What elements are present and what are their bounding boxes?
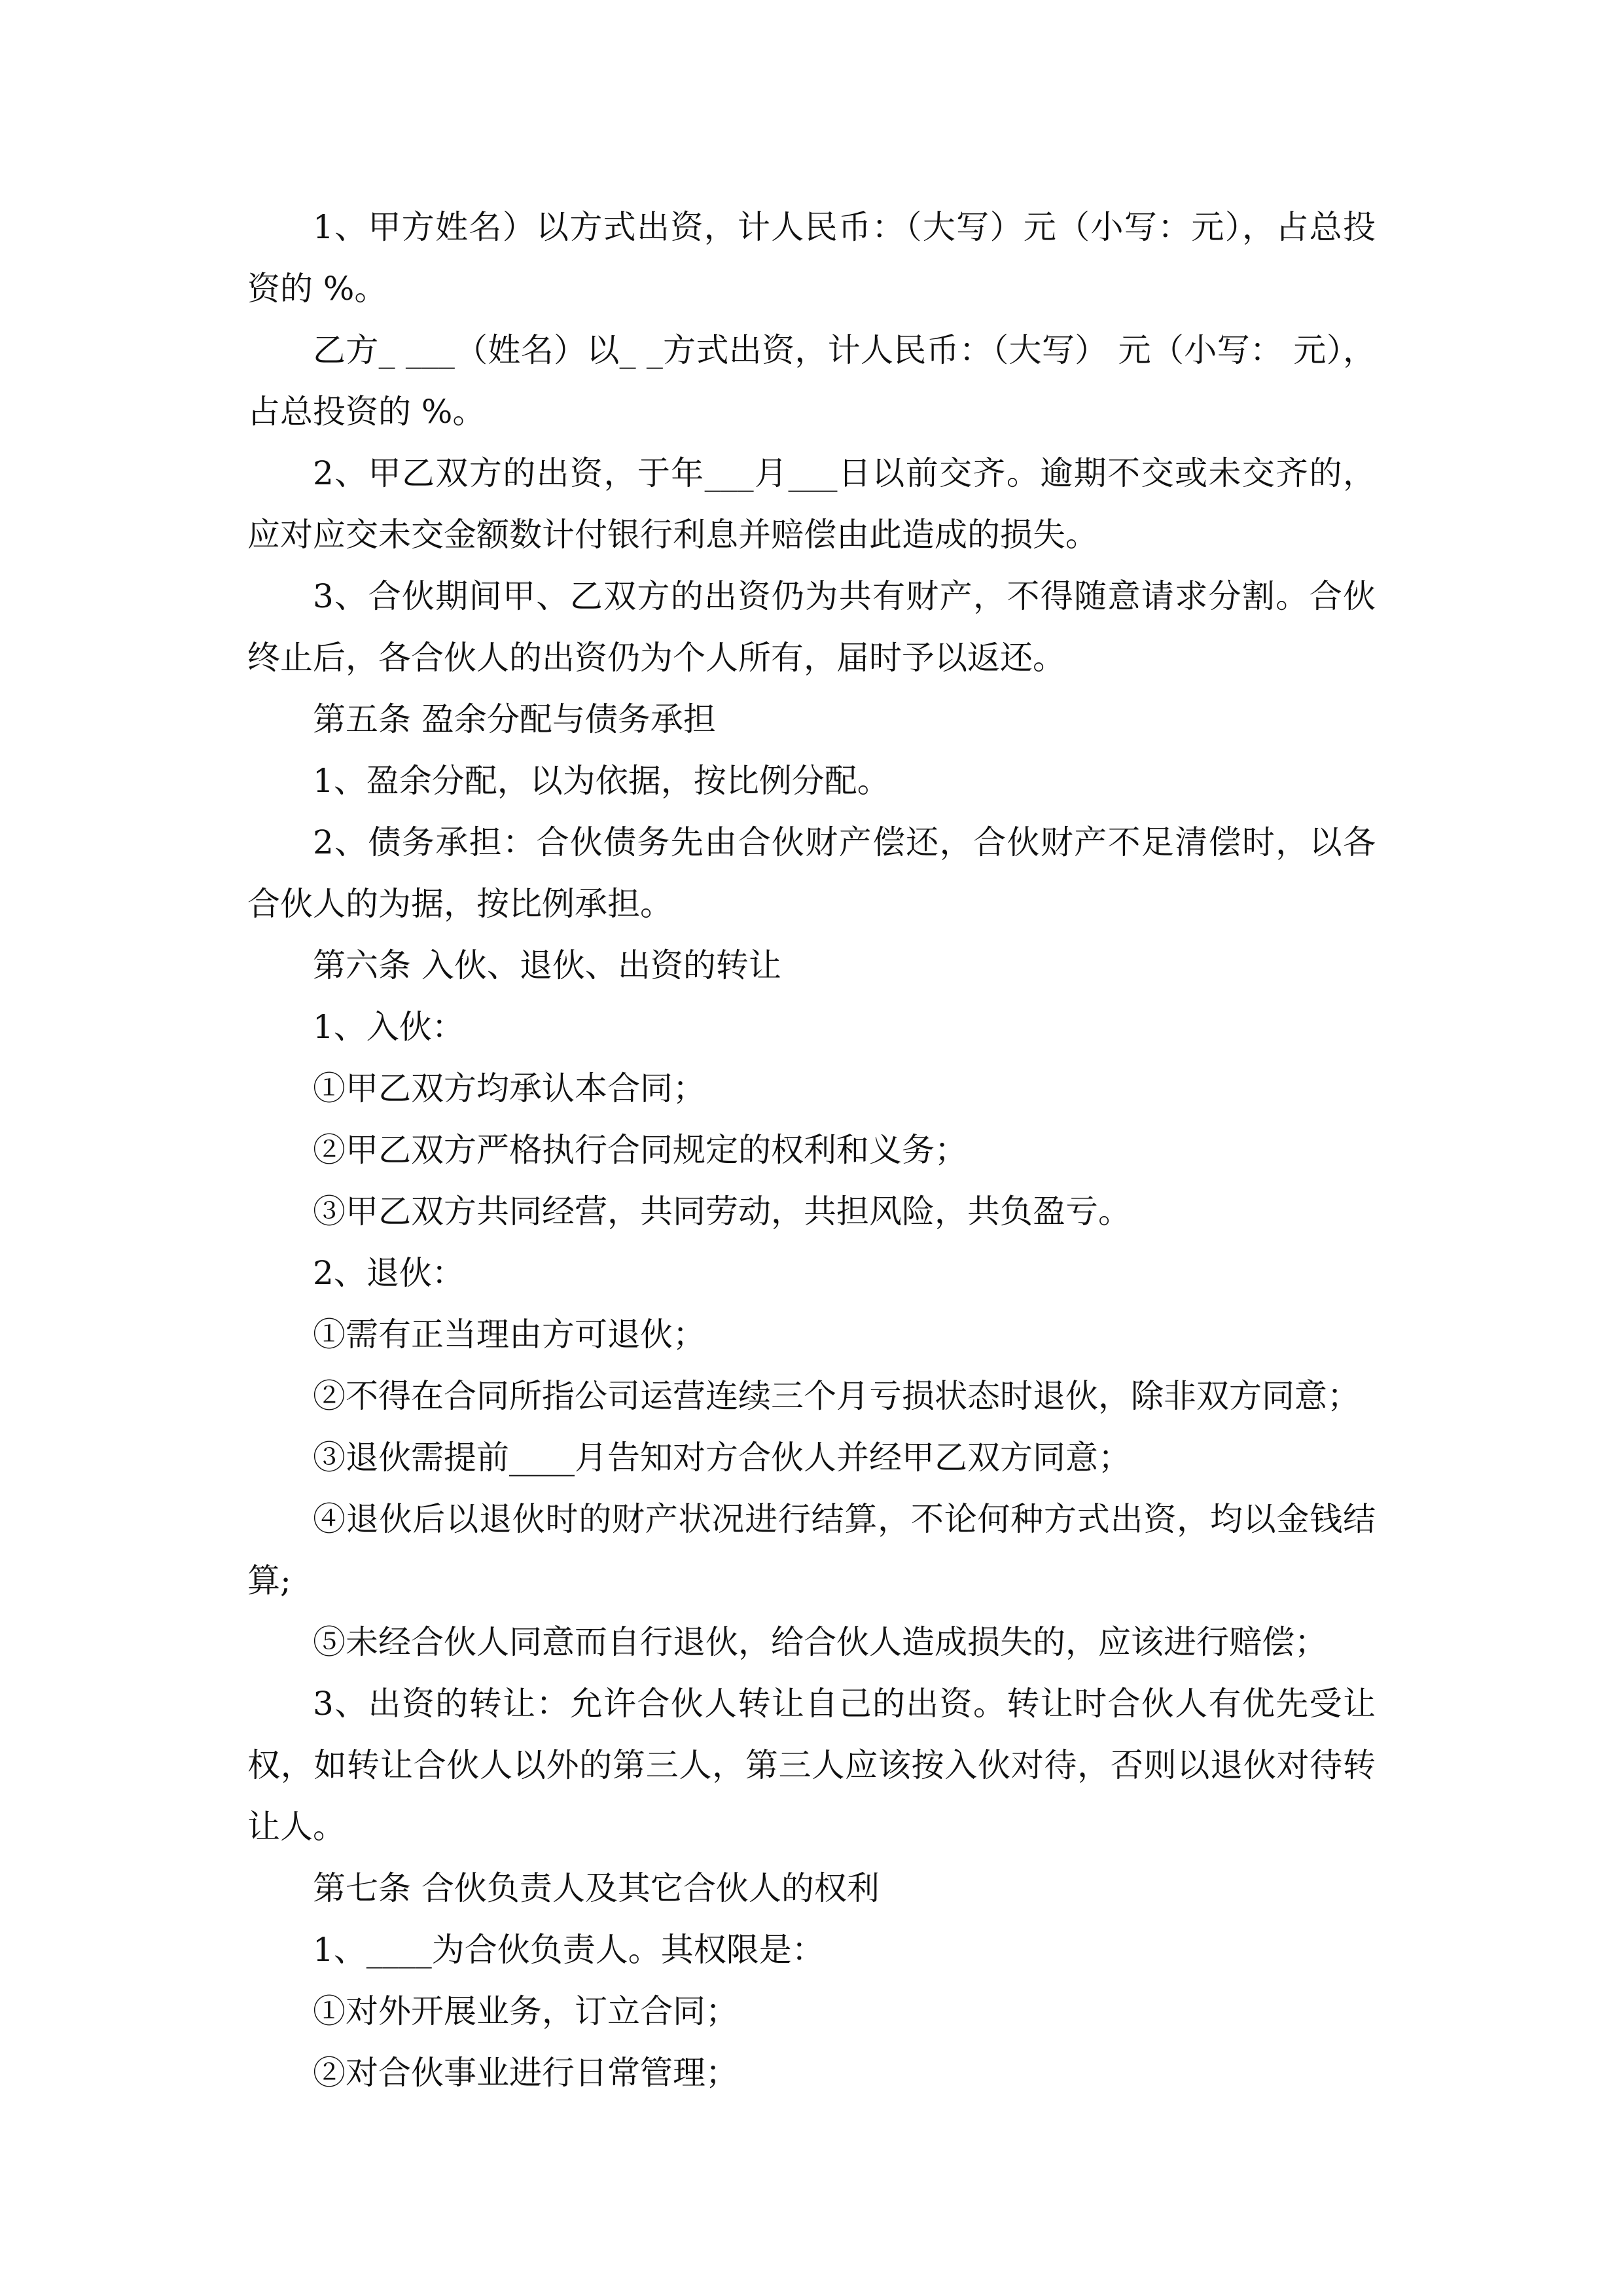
list-item-withdrawal-1: ①需有正当理由方可退伙； — [313, 1316, 705, 1354]
article-7-heading: 第七条 合伙负责人及其它合伙人的权利 — [313, 1869, 880, 1907]
paragraph-joining-title: 1、入伙： — [313, 1008, 465, 1046]
list-item-joining-2: ②甲乙双方严格执行合同规定的权利和义务； — [313, 1131, 967, 1169]
list-item-withdrawal-5: ⑤未经合伙人同意而自行退伙，给合伙人造成损失的，应该进行赔偿； — [313, 1623, 1327, 1661]
article-6-heading: 第六条 入伙、退伙、出资的转让 — [313, 946, 781, 984]
list-item-joining-3: ③甲乙双方共同经营，共同劳动，共担风险，共负盈亏。 — [313, 1193, 1131, 1230]
list-item-joining-1: ①甲乙双方均承认本合同； — [313, 1069, 705, 1107]
article-5-heading: 第五条 盈余分配与债务承担 — [313, 700, 716, 738]
paragraph-debt-bearing: 2、债务承担：合伙债务先由合伙财产偿还，合伙财产不足清偿时，以各合伙人的为据，按比例承担。 — [247, 823, 1376, 923]
paragraph-profit-distribution: 1、盈余分配，以为依据，按比例分配。 — [313, 762, 890, 800]
paragraph-capital-transfer: 3、出资的转让：允许合伙人转让自己的出资。转让时合伙人有优先受让权，如转让合伙人以外的第三人，第三人应该按入伙对待，否则以退伙对待转让人。 — [247, 1685, 1376, 1846]
paragraph-capital-deadline: 2、甲乙双方的出资，于年___月___日以前交齐。逾期不交或未交齐的，应对应交未交金额数计付银行利息并赔偿由此造成的损失。 — [247, 454, 1376, 554]
list-item-authority-1: ①对外开展业务，订立合同； — [313, 1992, 738, 2030]
paragraph-capital-party-a: 1、甲方姓名）以方式出资，计人民币：（大写）元（小写：元），占总投资的 %。 — [247, 208, 1376, 308]
list-item-authority-2: ②对合伙事业进行日常管理； — [313, 2054, 738, 2092]
paragraph-capital-joint-property: 3、合伙期间甲、乙双方的出资仍为共有财产，不得随意请求分割。合伙终止后，各合伙人的出资仍为个人所有，届时予以返还。 — [247, 577, 1376, 677]
list-item-withdrawal-3: ③退伙需提前____月告知对方合伙人并经甲乙双方同意； — [313, 1439, 1131, 1477]
paragraph-responsible-person: 1、____为合伙负责人。其权限是： — [313, 1931, 825, 1969]
paragraph-withdrawal-title: 2、退伙： — [313, 1254, 465, 1292]
list-item-withdrawal-4: ④退伙后以退伙时的财产状况进行结算，不论何种方式出资，均以金钱结算; — [247, 1500, 1376, 1600]
list-item-withdrawal-2: ②不得在合同所指公司运营连续三个月亏损状态时退伙，除非双方同意； — [313, 1377, 1360, 1415]
document-body — [247, 196, 1376, 2104]
paragraph-capital-party-b: 乙方_ ___（姓名）以_ _方式出资，计人民币：（大写） 元（小写： 元），占总投资的 %。 — [247, 331, 1376, 431]
